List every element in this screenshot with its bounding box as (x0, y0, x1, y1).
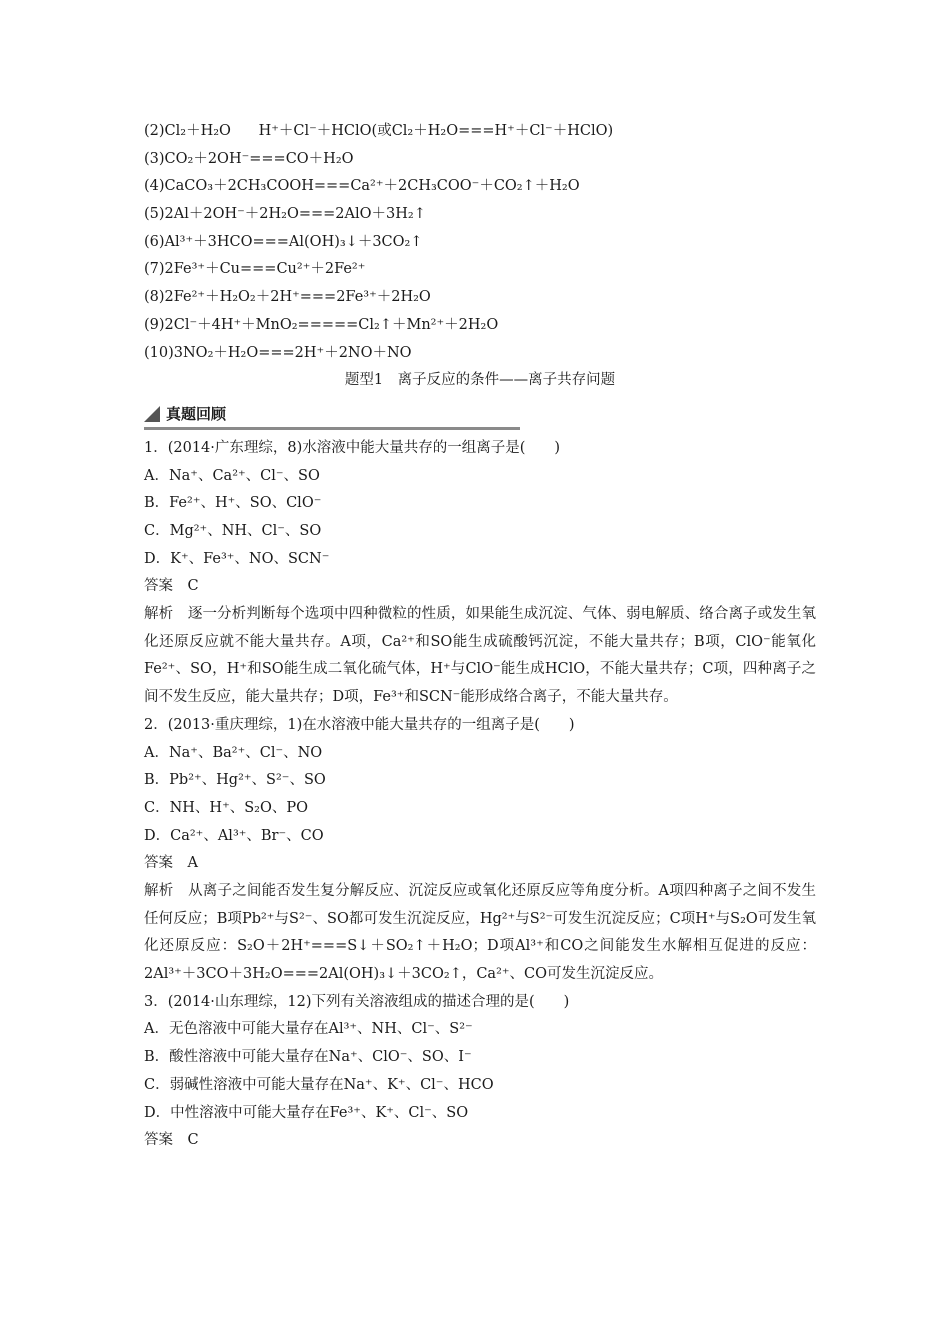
option-a: A．Na⁺、Ba²⁺、Cl⁻、NO (144, 744, 323, 761)
analysis: 解析 逐一分析判断每个选项中四种微粒的性质，如果能生成沉淀、气体、弱电解质、络合离子或发生氧化还原反应就不能大量共存。A项，Ca²⁺和SO能生成硫酸钙沉淀，不能大量共存；B项，ClO⁻能氧化Fe²⁺、SO，H⁺和SO能生成二氧化硫气体，H⁺与ClO⁻能生成HClO，不能大量共存；C项，四种离子之间不发生反应，能大量共存；D项，Fe³⁺和SCN⁻能形成络合离子，不能大量共存。 (144, 606, 816, 706)
triangle-marker-icon (144, 406, 160, 422)
equation-10: (10)3NO₂＋H₂O===2H⁺＋2NO＋NO (144, 344, 412, 361)
question-stem: 2．(2013·重庆理综，1)在水溶液中能大量共存的一组离子是( ) (144, 716, 575, 733)
section-label: 真题回顾 (166, 404, 227, 423)
document-page (144, 118, 816, 1155)
answer: 答案 C (144, 578, 199, 595)
option-b: B．Pb²⁺、Hg²⁺、S²⁻、SO (144, 772, 326, 789)
question-3 (144, 989, 816, 1155)
analysis: 解析 从离子之间能否发生复分解反应、沉淀反应或氧化还原反应等角度分析。A项四种离子之间不发生任何反应；B项Pb²⁺与S²⁻、SO都可发生沉淀反应，Hg²⁺与S²⁻可发生沉淀反应；C项H⁺与S₂O可发生氧化还原反应：S₂O＋2H⁺===S↓＋SO₂↑＋H₂O；D项Al³⁺和CO之间能发生水解相互促进的反应：2Al³⁺＋3CO＋3H₂O===2Al(OH)₃↓＋3CO₂↑，Ca²⁺、CO可发生沉淀反应。 (144, 882, 816, 983)
option-d: D．K⁺、Fe³⁺、NO、SCN⁻ (144, 550, 330, 567)
option-a: A．Na⁺、Ca²⁺、Cl⁻、SO (144, 467, 320, 484)
equation-5: (5)2Al＋2OH⁻＋2H₂O===2AlO＋3H₂↑ (144, 206, 426, 223)
question-2 (144, 712, 816, 989)
option-a: A．无色溶液中可能大量存在Al³⁺、NH、Cl⁻、S²⁻ (144, 1021, 473, 1038)
option-d: D．中性溶液中可能大量存在Fe³⁺、K⁺、Cl⁻、SO (144, 1104, 469, 1121)
option-c: C．Mg²⁺、NH、Cl⁻、SO (144, 522, 322, 539)
topic-title: 题型1 离子反应的条件——离子共存问题 (344, 372, 616, 389)
answer: 答案 C (144, 1132, 199, 1149)
question-1 (144, 435, 816, 712)
equation-7: (7)2Fe³⁺＋Cu===Cu²⁺＋2Fe²⁺ (144, 261, 366, 278)
answer: 答案 A (144, 855, 198, 872)
equation-3: (3)CO₂＋2OH⁻===CO＋H₂O (144, 150, 354, 167)
option-b: B．酸性溶液中可能大量存在Na⁺、ClO⁻、SO、I⁻ (144, 1049, 472, 1066)
equation-8: (8)2Fe²⁺＋H₂O₂＋2H⁺===2Fe³⁺＋2H₂O (144, 289, 431, 306)
equation-9: (9)2Cl⁻＋4H⁺＋MnO₂=====Cl₂↑＋Mn²⁺＋2H₂O (144, 316, 499, 333)
option-c: C．弱碱性溶液中可能大量存在Na⁺、K⁺、Cl⁻、HCO (144, 1076, 494, 1093)
option-d: D．Ca²⁺、Al³⁺、Br⁻、CO (144, 827, 324, 844)
equation-2: (2)Cl₂＋H₂O H⁺＋Cl⁻＋HClO(或Cl₂＋H₂O===H⁺＋Cl⁻＋HClO) (144, 123, 614, 139)
equation-4: (4)CaCO₃＋2CH₃COOH===Ca²⁺＋2CH₃COO⁻＋CO₂↑＋H₂O (144, 178, 580, 195)
equation-6: (6)Al³⁺＋3HCO===Al(OH)₃↓＋3CO₂↑ (144, 233, 423, 250)
section-underline (144, 427, 520, 430)
option-c: C．NH、H⁺、S₂O、PO (144, 799, 309, 816)
question-stem: 1．(2014·广东理综，8)水溶液中能大量共存的一组离子是( ) (144, 439, 561, 456)
question-stem: 3．(2014·山东理综，12)下列有关溶液组成的描述合理的是( ) (144, 993, 570, 1010)
equation-list (144, 118, 816, 367)
section-header (144, 399, 816, 433)
option-b: B．Fe²⁺、H⁺、SO、ClO⁻ (144, 495, 322, 512)
